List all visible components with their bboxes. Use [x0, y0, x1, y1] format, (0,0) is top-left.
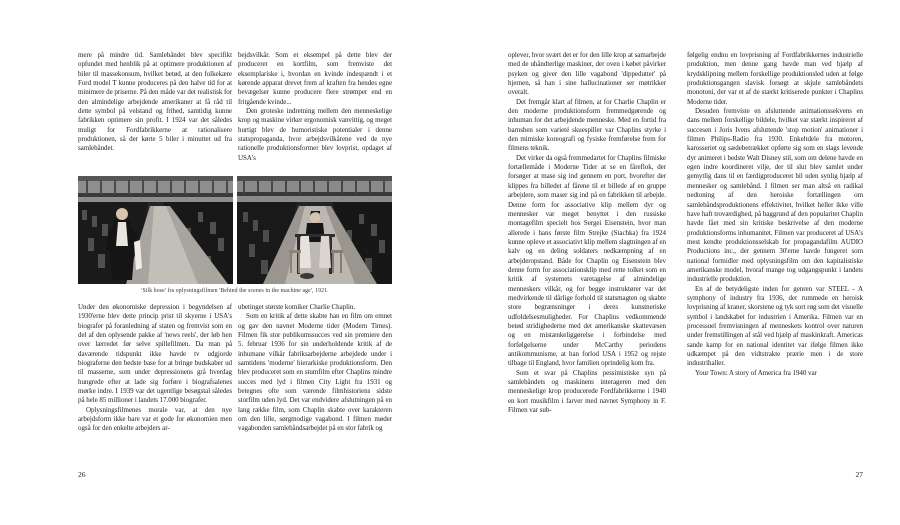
paragraph: bejdsvilkår. Som et eksempel på dette blev der produceret en kortfilm, som fremviste det eksemplariske i, hvordan en kvinde indespændt i et kørende apparat drevet frem af kraften fra hendes egne bevægelser kunne producere flere strømper end en fritgående kvinde...: [238, 51, 392, 106]
paragraph: Desuden fremviste en afsluttende animationssekvens en dans mellem forskellige bildele, hvilket var stærkt inspireret af succesen i Joris Ivens afsluttende 'stop motion' animationer i filmen Philips-Radio fra 1930. Enkeltdele fra motoren, karosseriet og sædebetrækket opførte sig som en slags levende dyr animeret i bedste Walt Disney stil, som om delene havde en egen indre koordineret vilje, der til slut blev samlet under gemytlig dans til en færdigproduceret bil uden synlig hjælp af mennesker og samlebånd. I filmen ser man altså en radikal nedtoning af den heroiske fortællingen om samlebåndsproduktionens effektivitet, hvilket heller ikke ville have haft troværdighed, på baggrund af den popularitet Chaplin havde fået med sin kritiske beskrivelse af den moderne produktionsforms inhumanitet. Filmen var produceret af USA's mest kendte produktionsselskab for propagandafilm AUDIO Productions inc., der gennem 30'erne havde fungeret som national formidler med oplysningsfilm om den kapitalistiske amerikanske model, hvoraf mange tog udgangspunkt i landets industrielle produktion.: [687, 107, 863, 284]
left-page-number: 26: [78, 470, 86, 479]
basket: [300, 273, 314, 279]
paragraph: Som et svar på Chaplins pessimistiske syn på samlebåndets og maskinens interageren med den menneskelige krop producerede Fordfabrikkerne i 1940 en kort musikfilm i farver med navnet Symphony in F. Filmen var sub-: [508, 368, 666, 415]
factory-photo-silk-hose-right: [237, 176, 392, 284]
factory-interior-illustration: [78, 176, 233, 284]
right-page-number: 27: [855, 470, 863, 479]
left-page-column1-top: [78, 51, 232, 171]
paragraph: Som en kritik af dette skabte han en film om emnet og gav den navnet Moderne tider (Modern Times). Filmen fik stor publikumssucces ved sin premiere den 5. februar 1936 for sin underholdende kritik af de inhumane vilkår fabriksarbejderne arbejdede under i samtidens 'moderne' hierarkiske produktionsform. Den blev produceret som en stumfilm efter Chaplins mindre succes med lyd i filmen City Light fra 1931 og betegnes ofte som værende filmhistoriens sidste storfilm uden lyd. Det var endvidere afslutningen på en lang række film, som Chaplin skabte over karakteren om den lille, sørgmodige vagabond. I filmen møder vagabonden samlebåndsarbejdet på en stor fabrik og: [238, 312, 392, 433]
paragraph: Det fremgår klart af filmen, at for Charlie Chaplin er den moderne produktionsform fremmedgørende og inhuman for det arbejdende menneske. Med en fortid fra barnsben som varieté skuespiller var Chaplins styrke i den mimiske koreografi og fysiske fremførelse frem for filmens teknik.: [508, 97, 666, 153]
right-page-column1: [508, 51, 666, 465]
paragraph: følgelig endnu en lovprisning af Fordfabrikkernes industrielle produktion, men denne gang havde man ved hjælp af krydsklipning mellem forskellige produktionsled uden at følge produktionsgangen slavisk forsøgt at skjule samlebåndets monotoni, der var et af de stærkt kritiserede punkter i Chaplins Moderne tider.: [687, 51, 863, 106]
left-page-column1-bottom: [78, 303, 232, 463]
window-band: [78, 176, 233, 202]
factory-photo-silk-hose-left: [78, 176, 233, 284]
left-page-column2-top: [238, 51, 392, 171]
paragraph: mere på mindre tid. Samlebåndet blev specifikt opfundet med henblik på at optimere produktionen af biler til massekonsum, hvilket betød, at den folkekære Ford model T kunne produceres på den halve tid for at minimere de priserne. På den måde var det realistisk for den almindelige arbejdende amerikaner at få råd til dette symbol på velstand og frihed, samtidig kunne fabrikken optimere sin profit. I 1924 var det således muligt for Fordfabrikkerne at rationalisere produktionen, så der kørte 5 biler i minuttet ud fra samlebåndet.: [78, 51, 232, 153]
paragraph: Den groteske indretning mellem den menneskelige krop og maskine virker ergonomisk vanvittig, og meget hurtigt blev de humoristiske potentialer i denne statspropaganda, hvor arbejdsvilkårene ved de nye rationelle produktionsformer blev lovprist, opdaget af USA's: [238, 107, 392, 162]
factory-interior-illustration: [237, 176, 392, 284]
hanging-stocking: [319, 236, 331, 268]
white-apron: [116, 222, 128, 246]
paragraph: oplever, hvor svært det er for den lille krop at samarbejde med de uhåndterlige maskiner, der oven i købet påvirker psyken og giver den lille vagabond 'dippedutter' på hjernen, så han i sine hallucinationer ser møtrikker overalt.: [508, 51, 666, 97]
paragraph: Oplysningsfilmenes morale var, at den nye arbejdsform ikke bare var et gode for økonomien men også for den enkelte arbejders ar-: [78, 405, 232, 433]
photo-caption: 'Silk hose' fra oplysningsfilmen 'Behind the scenes in the machine age', 1921.: [141, 288, 329, 294]
paragraph: Under den økonomiske depression i begyndelsen af 1930'erne blev dette princip prist til skyerne i USA's biografer på foranledning af staten og fremvist som en del af den oplysende pakke af 'news reels', der løb hen over lærredet før selve spillefilmen. Da man på daværende tidspunkt ikke havde tv udgjorde biograferne den bedste base for at bringe budskaber ud til masserne, som under depressionens grå hverdag hungrede efter at lade sig forføre i biografsalenes mørke indre. I 1939 var det ugentlige besøgstal således på hele 85 millioner i landets 17.000 biografer.: [78, 303, 232, 405]
left-page-column2-bottom: [238, 303, 392, 463]
paragraph: ubetinget største komiker Charlie Chaplin.: [238, 303, 356, 311]
paragraph: Your Town: A story of America fra 1940 var: [695, 368, 817, 377]
window-band: [237, 176, 392, 202]
right-page-column2: [687, 51, 863, 465]
paragraph: Det virker da også fremmedartet for Chaplins filmiske fortællemåde i Moderne Tider at se en fåreflok, der forsøger at mase sig ind gennem en port, hvorefter der klippes fra billedet af fårene til et billede af en gruppe arbejdere, som maser sig ind på en fabrikken til arbejde. Denne form for associative klip mellem dyr og mennesker var meget benyttet i den russiske montagefilm specielt hos Sergei Eisenstein, hvor man allerede i hans første film Strejke (Stachka) fra 1924 kunne opleve et associativt klip mellem slagtningen af en kalv og en deling soldaters nedkæmpning af en arbejderopstand. Både for Chaplin og Eisenstein blev denne form for associationsklip med rette tolket som en kritik af systemets varetagelse af almindelige menneskers vilkår, og for begge instruktører var det medvirkende til dårlige forhold til statsmagten og skabte store begrænsninger i deres kunstneriske udfoldelsesmuligheder. For Chaplins vedkommende betød stridighederne med det amerikanske skattevæsen og en mistænkeliggørelse i forbindelse med forfølgelserne under McCarthy periodens antikommunisme, at han forlod USA i 1952 og rejste tilbage til England, hvor familien oprindelig kom fra.: [508, 153, 666, 368]
paragraph: En af de betydeligste inden for genren var STEEL - A symphony of industry fra 1936, der rummede en heroisk lovprisning af kraner, skorstene og tyk sort røg som det visuelle symbol i landskabet for industrien i Amerika. Filmen var en processuel fremvisningen af menneskets kontrol over naturen under fremstillingen af stål ved hjælp af maskinkraft. Americas sande kamp for en national identitet var ifølge filmen ikke udkæmpet på den vidtstrakte prærie men i de store industrihaller.: [687, 284, 863, 368]
